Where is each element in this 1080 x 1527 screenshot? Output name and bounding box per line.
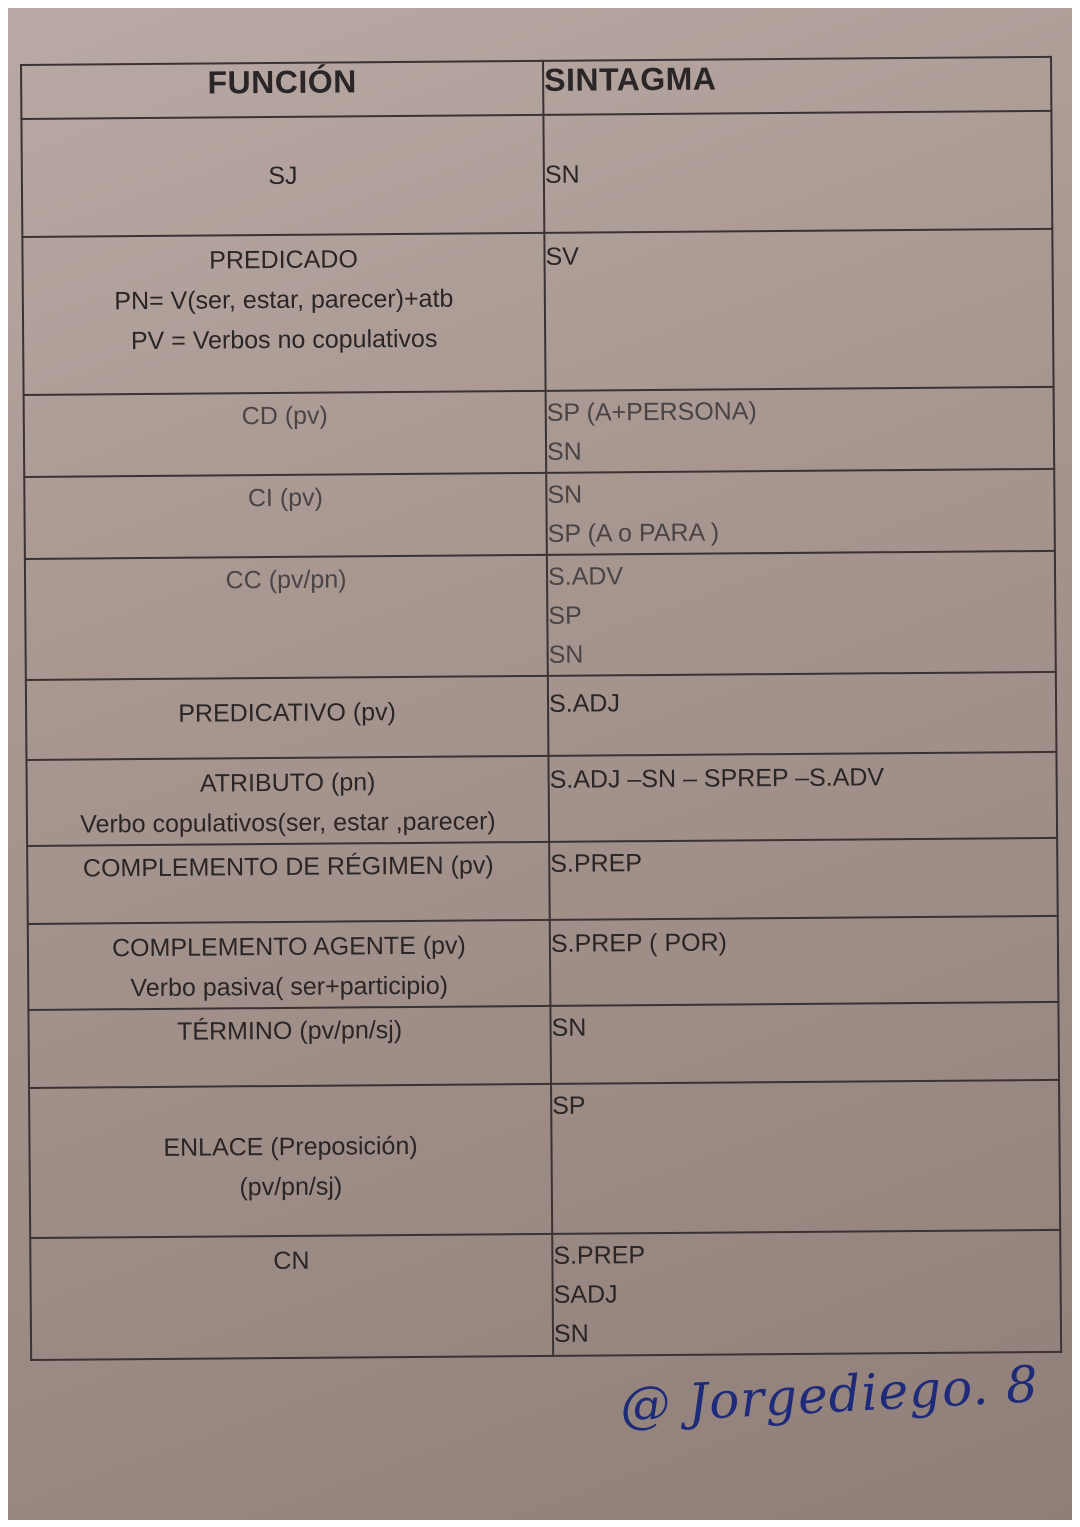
sintagma-text: S.ADJ [548, 689, 621, 718]
table-row-cd [24, 387, 1055, 477]
sintagma-text: SP [552, 1091, 586, 1120]
funcion-cell [24, 391, 547, 477]
funcion-cell [27, 842, 550, 924]
header-sintagma: SINTAGMA [543, 57, 1051, 115]
sintagma-text: S.ADV [547, 562, 624, 591]
funcion-cell [30, 1234, 553, 1360]
funcion-text: CD (pv) [241, 401, 328, 431]
sintagma-cell [548, 672, 1057, 756]
sintagma-text: SN [553, 1319, 589, 1348]
funcion-text: Verbo pasiva( ser+participio) [130, 971, 449, 1003]
table-row-atributo [26, 752, 1057, 846]
funcion-text: PREDICATIVO (pv) [178, 698, 397, 728]
funcion-cell [21, 115, 544, 237]
sintagma-cell [551, 1080, 1060, 1234]
table-row-ci [24, 469, 1055, 559]
funcion-cell [22, 233, 545, 395]
table-row-predicativo [26, 672, 1057, 760]
funcion-text: COMPLEMENTO DE RÉGIMEN (pv) [82, 851, 494, 883]
table-row-agente [28, 916, 1059, 1010]
sintagma-cell [550, 916, 1059, 1006]
funcion-text: ATRIBUTO (pn) [199, 768, 376, 798]
sintagma-text: SN [547, 480, 583, 509]
funcion-cell [26, 676, 549, 760]
funcion-cell [25, 555, 548, 680]
funcion-text: ENLACE (Preposición) [163, 1131, 418, 1162]
table-row-termino [28, 1002, 1059, 1088]
funcion-text: COMPLEMENTO AGENTE (pv) [111, 931, 466, 963]
table-row-enlace [29, 1080, 1060, 1238]
funcion-cell [26, 756, 549, 846]
sintagma-text: SN [544, 160, 580, 189]
table-row-predicado [22, 229, 1053, 395]
sintagma-text: SN [551, 1013, 587, 1042]
sintagma-text: SP (A+PERSONA) [546, 397, 757, 427]
funcion-text: CN [273, 1246, 310, 1276]
funcion-text: CC (pv/pn) [225, 565, 347, 595]
sintagma-cell [544, 229, 1053, 391]
sintagma-cell [552, 1230, 1061, 1356]
sintagma-cell [549, 838, 1058, 920]
funcion-text: TÉRMINO (pv/pn/sj) [176, 1016, 403, 1046]
table-row-cc [25, 551, 1056, 680]
sintagma-text: S.PREP [550, 849, 643, 878]
sintagma-text: S.PREP [553, 1241, 646, 1270]
funcion-text: CI (pv) [247, 483, 324, 513]
table-row-regimen [27, 838, 1058, 924]
sintagma-text: SP [548, 601, 582, 630]
funcion-text: PV = Verbos no copulativos [130, 324, 438, 356]
header-funcion: FUNCIÓN [21, 61, 543, 119]
sintagma-cell [550, 1002, 1059, 1084]
funcion-text: (pv/pn/sj) [239, 1172, 343, 1202]
photo-background [8, 8, 1072, 1520]
syntax-function-table [20, 56, 1062, 1361]
document-sheet [20, 56, 1060, 1361]
table-row-sj [21, 111, 1052, 237]
funcion-cell [28, 1006, 551, 1088]
funcion-text: SJ [268, 161, 298, 191]
sintagma-text: SN [546, 437, 582, 466]
handwritten-signature: @ Jorgediego. 8 [618, 1355, 1041, 1435]
sintagma-text: S.PREP ( POR) [550, 928, 727, 958]
sintagma-text: SN [548, 640, 584, 669]
funcion-cell [24, 473, 547, 559]
funcion-cell [29, 1084, 552, 1238]
sintagma-cell [546, 387, 1055, 473]
sintagma-cell [543, 111, 1052, 233]
sintagma-text: SADJ [553, 1280, 618, 1309]
table-row-cn [30, 1230, 1061, 1360]
sintagma-cell [546, 469, 1055, 555]
sintagma-text: S.ADJ –SN – SPREP –S.ADV [549, 763, 885, 794]
funcion-text: PN= V(ser, estar, parecer)+atb [114, 284, 454, 316]
sintagma-cell [548, 752, 1057, 842]
funcion-cell [28, 920, 551, 1010]
sintagma-text: SV [545, 242, 579, 271]
sintagma-text: SP (A o PARA ) [547, 518, 720, 548]
sintagma-cell [547, 551, 1056, 676]
funcion-text: Verbo copulativos(ser, estar ,parecer) [80, 807, 496, 839]
funcion-text: PREDICADO [209, 245, 358, 275]
header-row [21, 57, 1051, 119]
